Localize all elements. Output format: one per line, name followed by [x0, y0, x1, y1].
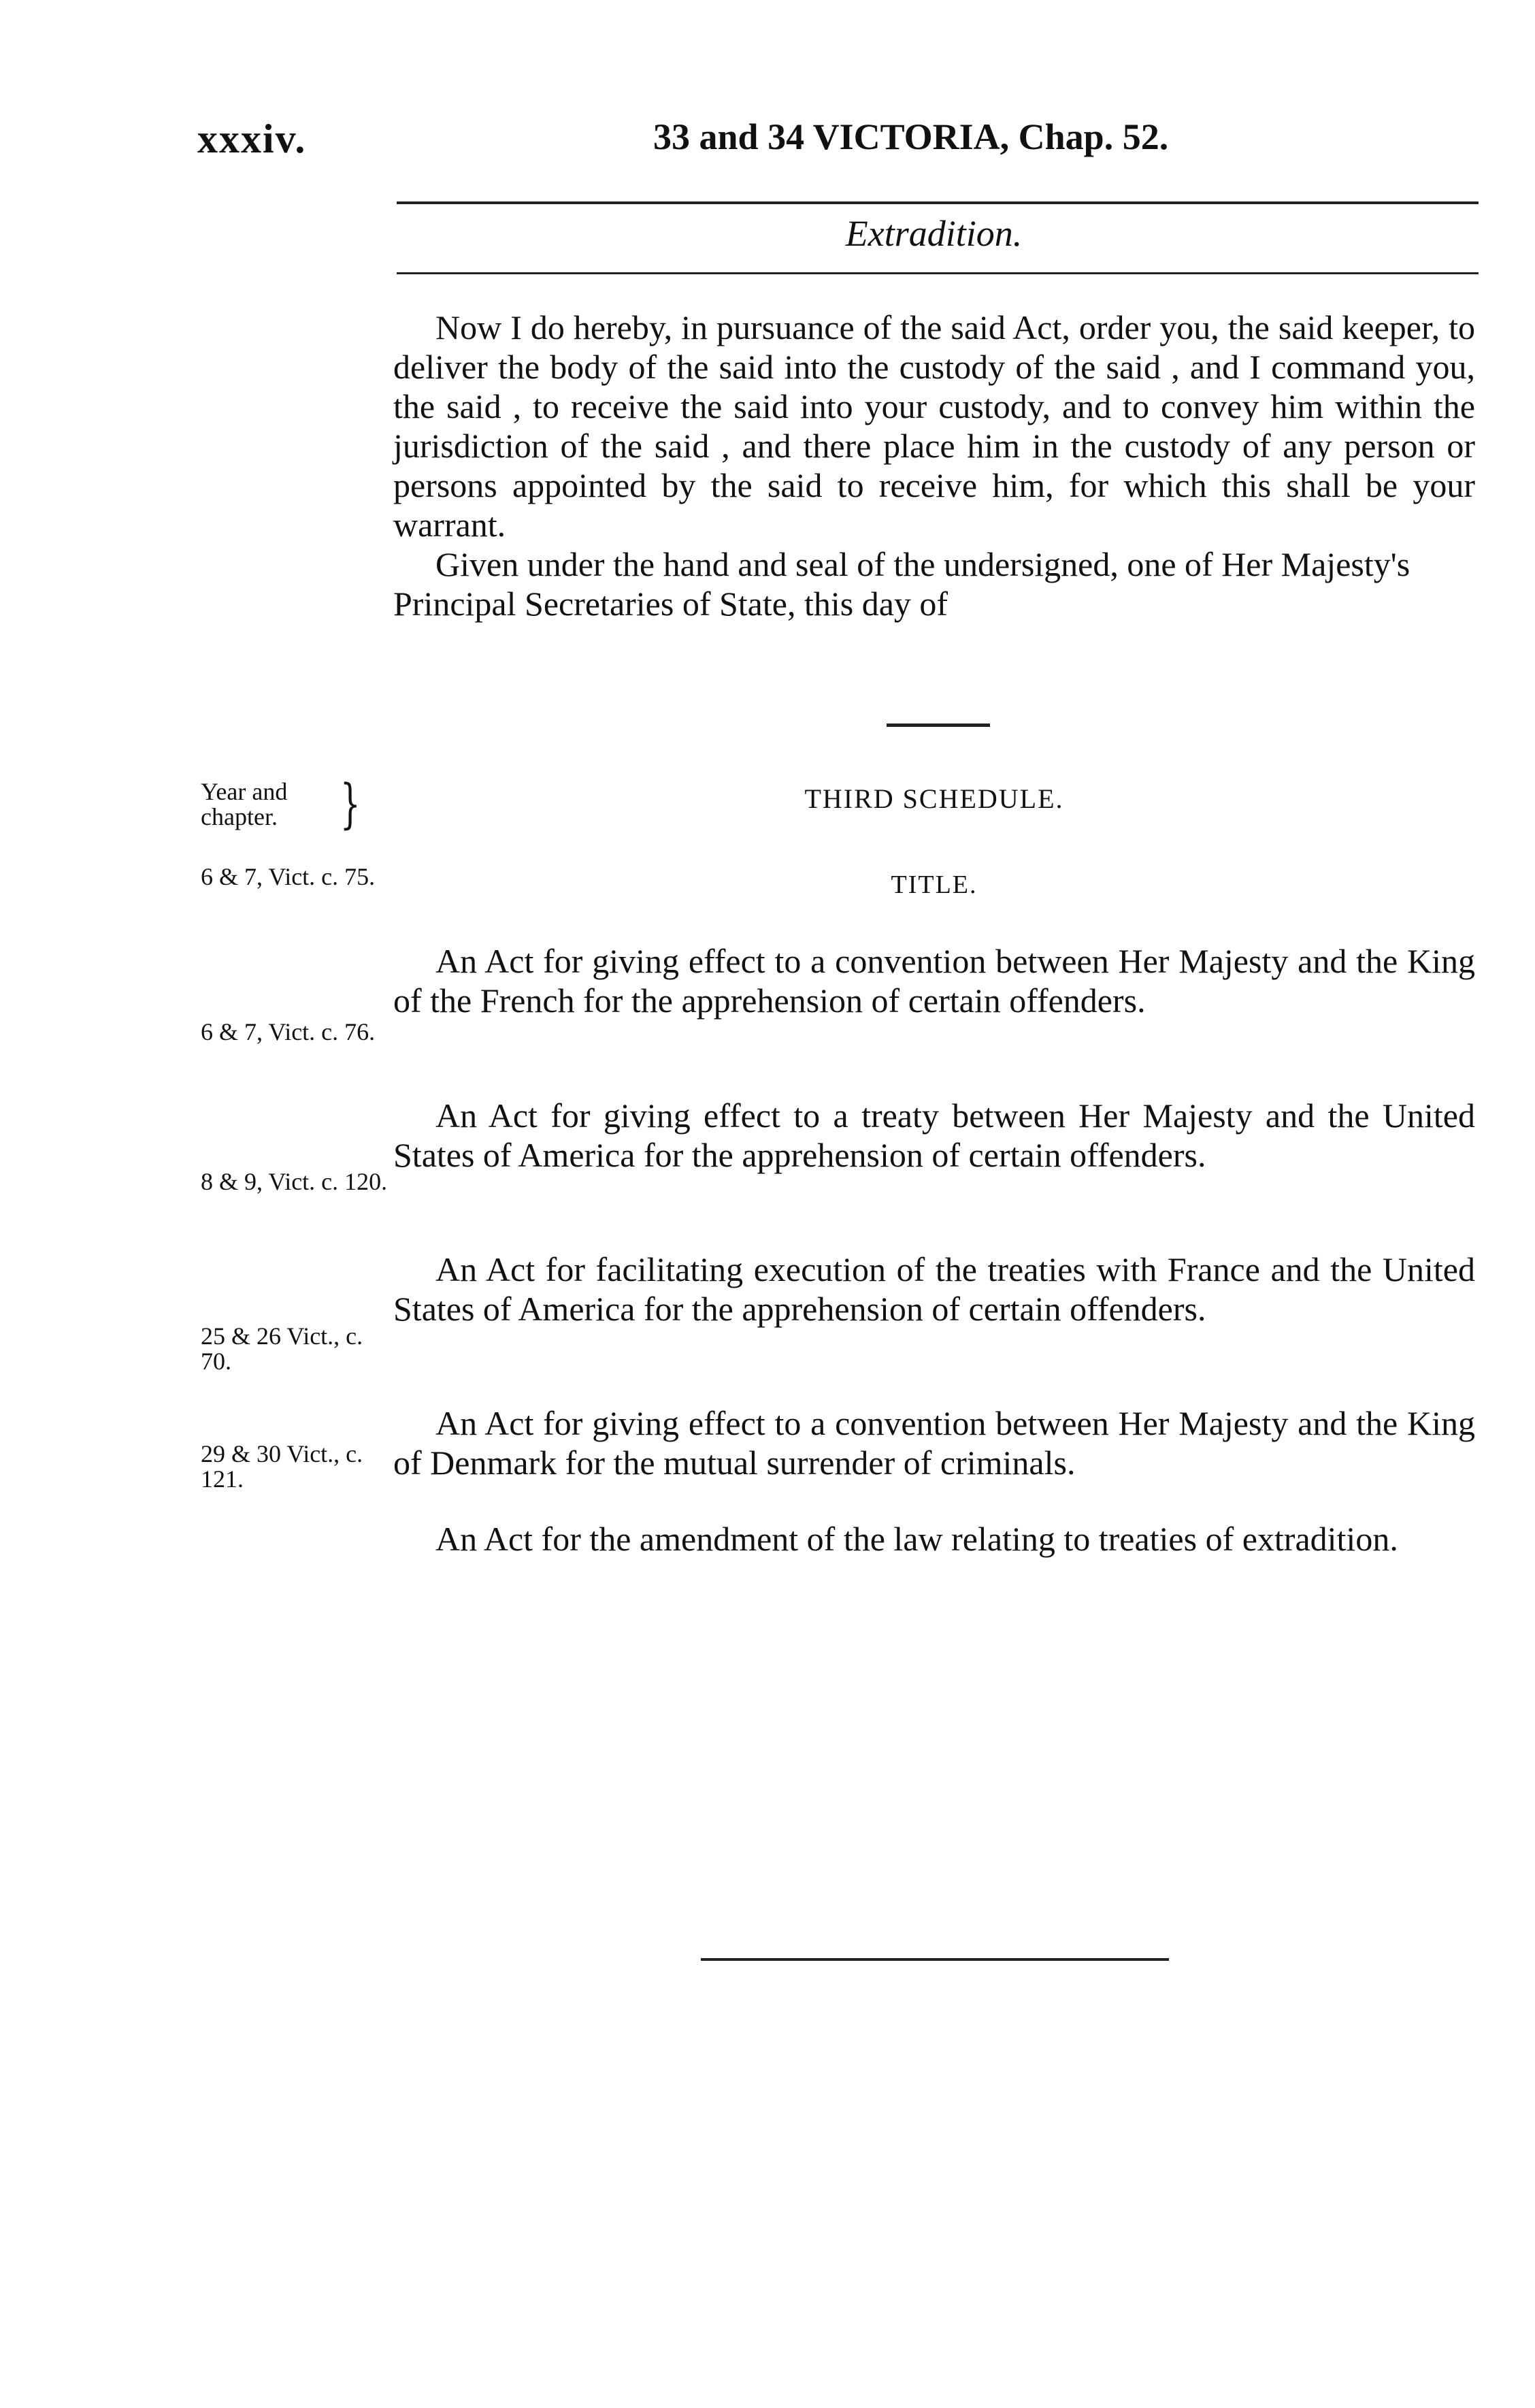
header-rule-top — [397, 201, 1479, 204]
act-title — [393, 1403, 1475, 1482]
running-title: 33 and 34 VICTORIA, Chap. 52. — [653, 116, 1169, 157]
margin-column-header — [201, 774, 398, 835]
act-title-text: An Act for the amendment of the law relating to treaties of extradition. — [435, 1520, 1398, 1558]
schedule-title: THIRD SCHEDULE. — [804, 783, 1064, 814]
act-title — [393, 1096, 1475, 1175]
margin-column-header-label: Year and chapter. — [201, 778, 288, 830]
act-citation: 29 & 30 Vict., c. 121. — [201, 1440, 363, 1493]
act-citation: 6 & 7, Vict. c. 75. — [201, 863, 376, 890]
act-title — [393, 1250, 1475, 1329]
page-number: xxxiv. — [197, 116, 307, 161]
act-title-text: An Act for giving effect to a treaty between Her Majesty and the United States of America for the apprehension of certain offenders. — [393, 1096, 1475, 1174]
warrant-paragraph-order: Now I do hereby, in pursuance of the said Act, order you, the said keeper, to deliver the body of the said into the custody of the said , and I command you, the said , to receive the said into your custody, and to convey him within the jurisdiction of the said , and there place him in the custody of any person or persons appointed by the said to receive him, for which this shall be your warrant. — [393, 308, 1475, 544]
section-heading: Extradition. — [845, 213, 1023, 254]
brace-icon: } — [340, 774, 361, 835]
warrant-text — [393, 308, 1475, 623]
act-title-text: An Act for giving effect to a convention between Her Majesty and the King of the French for the apprehension of certain offenders. — [393, 942, 1475, 1020]
schedule-column-heading: TITLE. — [891, 871, 978, 899]
warrant-paragraph-given: Given under the hand and seal of the undersigned, one of Her Majesty's Principal Secretaries of State, this day of — [393, 545, 1410, 623]
act-title-text: An Act for giving effect to a convention between Her Majesty and the King of Denmark for the mutual surrender of criminals. — [393, 1404, 1475, 1482]
end-rule — [701, 1958, 1169, 1961]
act-title — [393, 1519, 1475, 1559]
act-title — [393, 941, 1475, 1020]
act-citation: 6 & 7, Vict. c. 76. — [201, 1018, 376, 1045]
section-divider — [887, 723, 990, 727]
act-citation: 8 & 9, Vict. c. 120. — [201, 1168, 388, 1195]
header-rule-bottom — [397, 272, 1479, 274]
act-citation: 25 & 26 Vict., c. 70. — [201, 1322, 363, 1375]
act-title-text: An Act for facilitating execution of the treaties with France and the United States of America for the apprehension of certain offenders. — [393, 1250, 1475, 1328]
